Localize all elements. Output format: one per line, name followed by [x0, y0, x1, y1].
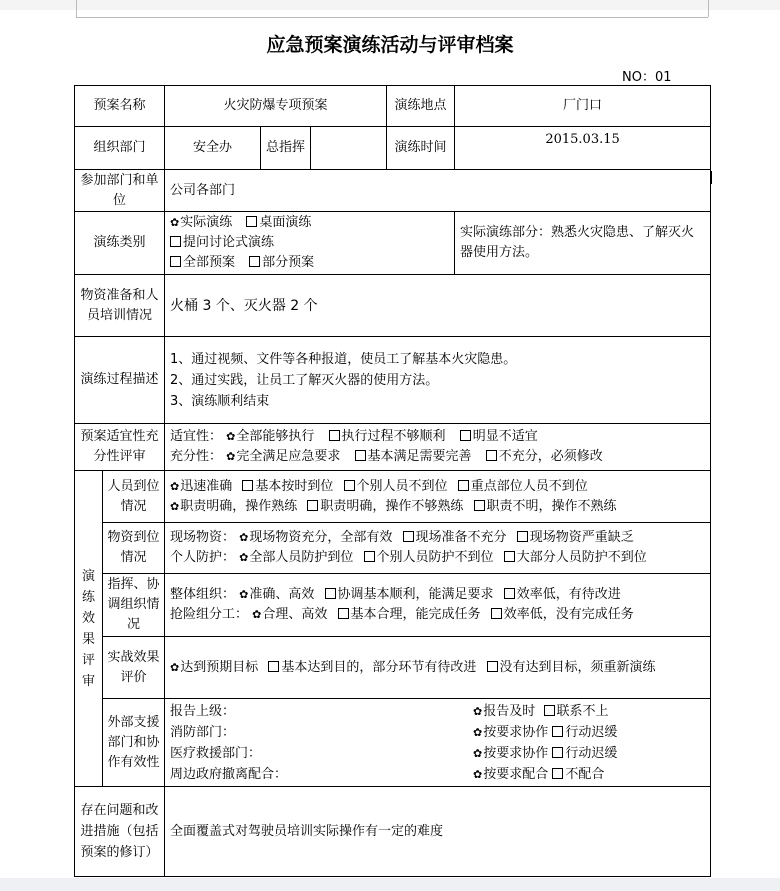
support-row: [170, 743, 705, 764]
checkbox-icon: [338, 608, 349, 619]
protection-option[interactable]: 大部分人员防护不到位: [504, 548, 647, 568]
participants-value[interactable]: 公司各部门: [165, 170, 711, 212]
support-item-name: 消防部门：: [170, 724, 236, 740]
org-dept-label: 组织部门: [75, 127, 165, 170]
personnel-option[interactable]: 职责不明，操作不熟练: [474, 497, 617, 517]
plan-name-value[interactable]: 火灾防爆专项预案: [165, 86, 387, 127]
category-label: 演练类别: [75, 212, 165, 275]
suitability-option[interactable]: 执行过程不够顺利: [329, 427, 446, 447]
flower-checked-icon: ✿: [252, 608, 262, 621]
checkbox-icon: [344, 480, 355, 491]
checkbox-icon: [552, 726, 563, 737]
process-line[interactable]: 2、通过实践，让员工了解灭火器的使用方法。: [170, 372, 439, 388]
flower-checked-icon: ✿: [473, 704, 483, 718]
supplies-option[interactable]: 现场物资严重缺乏: [517, 528, 634, 548]
adequacy-option[interactable]: ✿完全满足应急要求: [226, 449, 341, 464]
location-label: 演练地点: [387, 86, 455, 127]
protection-prefix: 个人防护：: [170, 550, 236, 565]
protection-option[interactable]: 个别人员防护不到位: [364, 548, 494, 568]
command-prefix: 整体组织：: [170, 587, 236, 602]
flower-checked-icon: ✿: [170, 660, 180, 674]
suitability-option[interactable]: 明显不适宜: [460, 427, 538, 447]
effect-review-label: 演 练 效 果 评 审: [75, 471, 103, 787]
supplies-option[interactable]: 现场准备不充分: [403, 528, 507, 548]
rescue-division-option[interactable]: 效率低，没有完成任务: [491, 605, 634, 625]
document-number: NO：01: [622, 70, 672, 85]
support-row: [170, 701, 705, 722]
support-label: 外部支援部门和协作有效性: [103, 699, 165, 787]
checkbox-icon: [491, 608, 502, 619]
category-option-tabletop[interactable]: 桌面演练: [246, 213, 311, 233]
support-row: [170, 764, 705, 785]
process-label: 演练过程描述: [75, 337, 165, 424]
materials-value[interactable]: 火桶 3 个、灭火器 2 个: [165, 275, 711, 337]
top-toolbar-strip: [0, 0, 780, 10]
category-note[interactable]: 实际演练部分：熟悉火灾隐患、了解灭火器使用方法。: [455, 212, 711, 275]
commander-label: 总指挥: [261, 127, 311, 170]
issues-value[interactable]: 全面覆盖式对驾驶员培训实际操作有一定的难度: [165, 787, 711, 877]
support-item-name: 周边政府撤离配合：: [170, 766, 288, 782]
support-options[interactable]: ✿按要求协作 行动迟缓: [473, 745, 618, 761]
category-option-discussion[interactable]: 提问讨论式演练: [170, 233, 274, 253]
page-margin-guide: [76, 0, 77, 17]
rescue-division-option[interactable]: ✿合理、高效: [252, 607, 328, 622]
supplies-option[interactable]: ✿现场物资充分，全部有效: [239, 530, 393, 545]
protection-option[interactable]: ✿全部人员防护到位: [239, 550, 354, 565]
checkbox-icon: [355, 450, 366, 461]
flower-checked-icon: ✿: [170, 499, 180, 513]
flower-checked-icon: ✿: [170, 479, 180, 493]
process-line[interactable]: 3、演练顺利结束: [170, 393, 270, 409]
support-row: [170, 722, 705, 743]
flower-checked-icon: ✿: [226, 430, 236, 443]
combat-label: 实战效果评价: [103, 637, 165, 699]
org-dept-value[interactable]: 安全办: [165, 127, 261, 170]
checkbox-icon: [517, 531, 528, 542]
checkbox-icon: [544, 705, 555, 716]
support-item-name: 医疗救援部门：: [170, 745, 262, 761]
supplies-prefix: 现场物资：: [170, 530, 236, 545]
document-title: 应急预案演练活动与评审档案: [266, 34, 514, 56]
commander-value[interactable]: [311, 127, 387, 170]
command-label: 指挥、协调组织情况: [103, 574, 165, 637]
support-item-name: 报告上级：: [170, 703, 236, 719]
command-option[interactable]: 效率低，有待改进: [504, 585, 621, 605]
rescue-division-prefix: 抢险组分工：: [170, 607, 249, 622]
flower-checked-icon: ✿: [473, 725, 483, 739]
command-option[interactable]: 协调基本顺利，能满足要求: [325, 585, 494, 605]
adequacy-option[interactable]: 基本满足需要完善: [355, 447, 472, 467]
combat-option[interactable]: 没有达到目标，须重新演练: [487, 658, 656, 678]
checkbox-icon: [552, 747, 563, 758]
drill-time-value[interactable]: 2015.03.15: [455, 127, 711, 170]
checkbox-icon: [268, 661, 279, 672]
personnel-option[interactable]: 重点部位人员不到位: [458, 477, 588, 497]
category-option-full[interactable]: 全部预案: [170, 253, 235, 273]
suitability-prefix: 适宜性：: [170, 429, 223, 444]
adequacy-prefix: 充分性：: [170, 449, 223, 464]
checkbox-icon: [504, 588, 515, 599]
flower-checked-icon: ✿: [239, 588, 249, 601]
suitability-option[interactable]: ✿全部能够执行: [226, 429, 315, 444]
drill-time-label: 演练时间: [387, 127, 455, 170]
support-options[interactable]: ✿报告及时 联系不上: [473, 703, 609, 719]
checkbox-icon: [460, 430, 471, 441]
checkbox-icon: [170, 256, 181, 267]
suitability-label: 预案适宜性充分性评审: [75, 424, 165, 471]
category-option-actual[interactable]: ✿实际演练: [170, 215, 233, 230]
checkbox-icon: [242, 480, 253, 491]
personnel-option[interactable]: 基本按时到位: [242, 477, 333, 497]
personnel-option[interactable]: ✿迅速准确: [170, 478, 233, 494]
checkbox-icon: [486, 450, 497, 461]
checkbox-icon: [552, 768, 563, 779]
text-cursor: [711, 171, 712, 184]
checkbox-icon: [403, 531, 414, 542]
flower-checked-icon: ✿: [170, 216, 180, 229]
rescue-division-option[interactable]: 基本合理，能完成任务: [338, 605, 481, 625]
issues-label: 存在问题和改进措施（包括预案的修订）: [75, 787, 165, 877]
page-margin-guide: [76, 17, 708, 18]
checkbox-icon: [504, 551, 515, 562]
checkbox-icon: [307, 500, 318, 511]
support-options[interactable]: ✿按要求协作 行动迟缓: [473, 724, 618, 740]
adequacy-option[interactable]: 不充分，必须修改: [486, 447, 603, 467]
checkbox-icon: [329, 430, 340, 441]
location-value[interactable]: 厂门口: [455, 86, 711, 127]
checkbox-icon: [170, 236, 181, 247]
process-line[interactable]: 1、通过视频、文件等各种报道，使员工了解基本火灾隐患。: [170, 351, 517, 367]
personnel-option[interactable]: ✿职责明确，操作熟练: [170, 498, 298, 514]
personnel-label: 人员到位情况: [103, 471, 165, 523]
participants-label: 参加部门和单位: [75, 170, 165, 212]
drill-record-table: [74, 85, 711, 877]
checkbox-icon: [325, 588, 336, 599]
plan-name-label: 预案名称: [75, 86, 165, 127]
flower-checked-icon: ✿: [239, 531, 249, 544]
support-options[interactable]: ✿按要求配合 不配合: [473, 766, 605, 782]
bottom-scroll-strip: [0, 878, 780, 891]
checkbox-icon: [249, 256, 260, 267]
page-margin-guide: [708, 0, 709, 17]
checkbox-icon: [487, 661, 498, 672]
materials-label: 物资准备和人员培训情况: [75, 275, 165, 337]
checkbox-icon: [246, 216, 257, 227]
supplies-label: 物资到位情况: [103, 523, 165, 574]
flower-checked-icon: ✿: [226, 450, 236, 463]
flower-checked-icon: ✿: [473, 767, 483, 781]
command-option[interactable]: ✿准确、高效: [239, 587, 315, 602]
personnel-option[interactable]: 职责明确，操作不够熟练: [307, 497, 463, 517]
flower-checked-icon: ✿: [239, 551, 249, 564]
checkbox-icon: [474, 500, 485, 511]
flower-checked-icon: ✿: [473, 746, 483, 760]
personnel-option[interactable]: 个别人员不到位: [344, 477, 448, 497]
category-option-partial[interactable]: 部分预案: [249, 253, 314, 273]
combat-option[interactable]: ✿达到预期目标: [170, 659, 259, 675]
checkbox-icon: [458, 480, 469, 491]
checkbox-icon: [364, 551, 375, 562]
combat-option[interactable]: 基本达到目的，部分环节有待改进: [268, 658, 476, 678]
